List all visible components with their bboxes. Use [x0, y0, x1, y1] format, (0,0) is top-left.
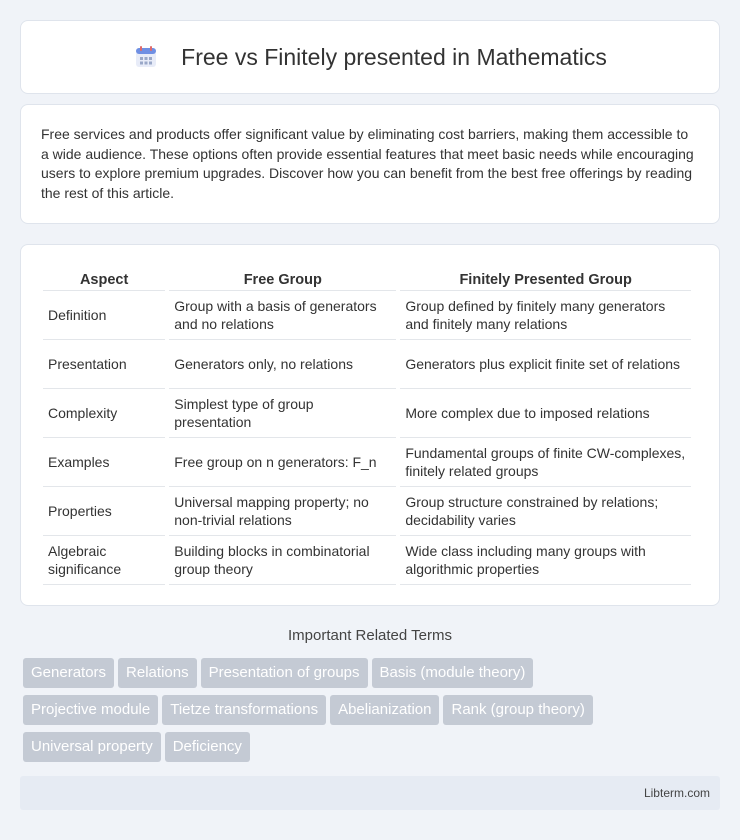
related-term-tag[interactable]: Abelianization [330, 695, 439, 725]
table-row [43, 340, 691, 389]
table-row [43, 536, 691, 585]
table-row [43, 438, 691, 487]
table-cell: Group defined by finitely many generators and finitely many relations [400, 291, 691, 340]
column-header: Finitely Presented Group [400, 265, 691, 291]
related-term-tag[interactable]: Universal property [23, 732, 161, 762]
table-cell: Definition [43, 291, 165, 340]
table-cell: Examples [43, 438, 165, 487]
table-cell: Group structure constrained by relations; decidability varies [400, 487, 691, 536]
related-term-tag[interactable]: Generators [23, 658, 114, 688]
related-terms-list [23, 658, 723, 769]
table-cell: Wide class including many groups with algorithmic properties [400, 536, 691, 585]
table-cell: Generators only, no relations [169, 340, 396, 389]
table-cell: Complexity [43, 389, 165, 438]
related-term-tag[interactable]: Tietze transformations [162, 695, 326, 725]
table-cell: More complex due to imposed relations [400, 389, 691, 438]
table-cell: Fundamental groups of finite CW-complexes, finitely related groups [400, 438, 691, 487]
table-cell: Simplest type of group presentation [169, 389, 396, 438]
table-cell: Generators plus explicit finite set of relations [400, 340, 691, 389]
table-cell: Group with a basis of generators and no relations [169, 291, 396, 340]
table-cell: Properties [43, 487, 165, 536]
related-term-tag[interactable]: Relations [118, 658, 197, 688]
related-term-tag[interactable]: Presentation of groups [201, 658, 368, 688]
table-header-row [43, 265, 691, 291]
table-cell: Universal mapping property; no non-trivial relations [169, 487, 396, 536]
table-cell: Presentation [43, 340, 165, 389]
table-cell: Free group on n generators: F_n [169, 438, 396, 487]
comparison-table-card [20, 244, 720, 606]
related-term-tag[interactable]: Rank (group theory) [443, 695, 592, 725]
column-header: Free Group [169, 265, 396, 291]
related-term-tag[interactable]: Deficiency [165, 732, 250, 762]
related-term-tag[interactable]: Basis (module theory) [372, 658, 534, 688]
table-row [43, 291, 691, 340]
table-row [43, 389, 691, 438]
table-cell: Building blocks in combinatorial group theory [169, 536, 396, 585]
calendar-icon [133, 44, 159, 70]
table-cell: Algebraic significance [43, 536, 165, 585]
header-card [20, 20, 720, 94]
related-terms-title: Important Related Terms [288, 627, 452, 644]
table-row [43, 487, 691, 536]
footer [20, 776, 720, 810]
related-term-tag[interactable]: Projective module [23, 695, 158, 725]
intro-text: Free services and products offer significant value by eliminating cost barriers, making them accessible to a wide audience. These options often provide essential features that meet basic needs while encouraging users to explore premium upgrades. Discover how you can benefit from the best free offerings by reading the rest of this article. [41, 126, 694, 201]
column-header: Aspect [43, 265, 165, 291]
intro-card [20, 104, 720, 224]
footer-site-link[interactable]: Libterm.com [643, 786, 710, 800]
page-title: Free vs Finitely presented in Mathematics [181, 43, 607, 70]
comparison-table [39, 265, 695, 585]
